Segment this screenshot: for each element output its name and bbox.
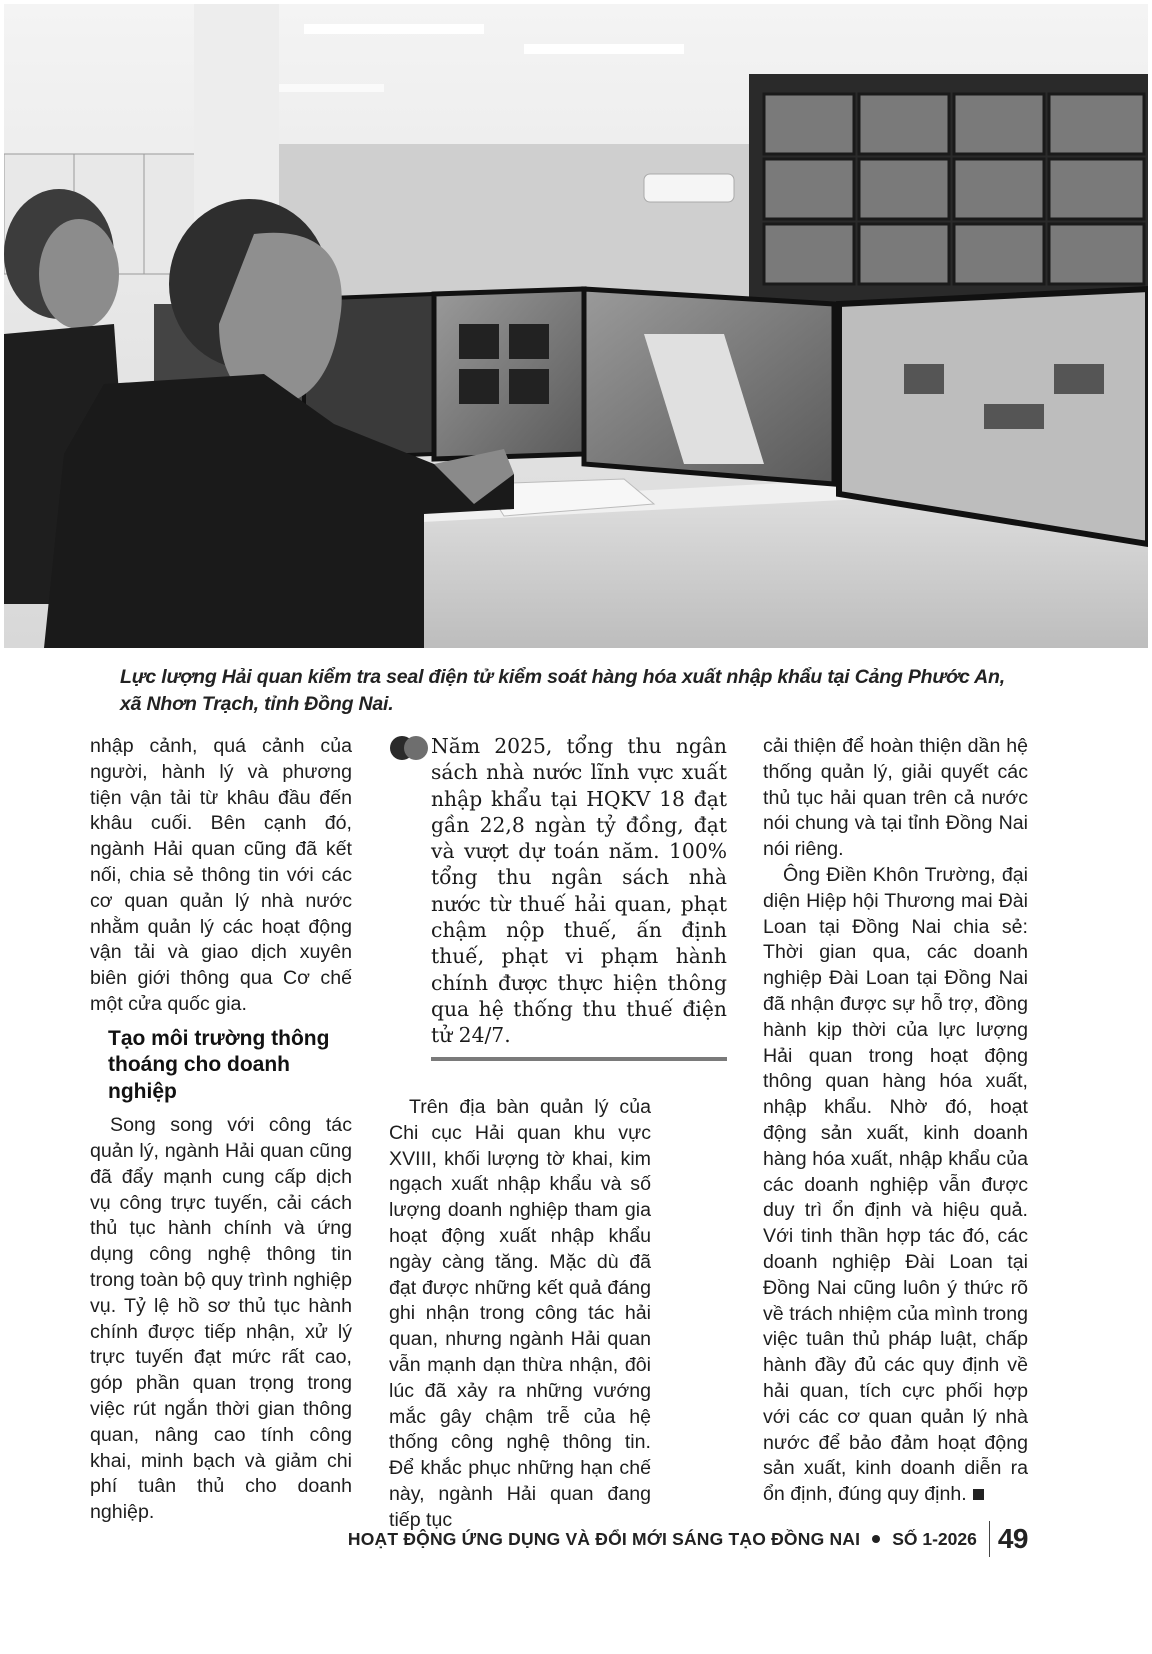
page-footer bbox=[348, 1521, 1028, 1557]
page-number: 49 bbox=[997, 1523, 1028, 1554]
issue-number: SỐ 1-2026 bbox=[892, 1528, 977, 1549]
column-2 bbox=[389, 1095, 651, 1534]
column-3 bbox=[763, 734, 1028, 1508]
end-of-article-mark bbox=[973, 1489, 984, 1500]
paragraph-text: Ông Điền Khôn Trường, đại diện Hiệp hội Thương mai Đài Loan tại Đồng Nai chia sẻ: Thời gian qua, các doanh nghiệp Đài Loan tại Đồng Nai đã nhận được sự hỗ trợ, đồng hành kịp thời của lực lượng Hải quan trong hoạt động thông quan hàng hóa xuất, nhập khẩu. Nhờ đó, hoạt động sản xuất, kinh doanh hàng hóa xuất, nhập khẩu của các doanh nghiệp vẫn được duy trì ổn định và hiệu quả. Với tinh thần hợp tác đó, các doanh nghiệp Đài Loan tại Đồng Nai cũng luôn ý thức rõ về trách nhiệm của mình trong việc tuân thủ pháp luật, chấp hành đầy đủ các quy định về hải quan, tích cực phối hợp với các cơ quan quản lý nhà nước để bảo đảm hoạt động sản xuất, kinh doanh diễn ra ổn định, đúng quy định. bbox=[763, 863, 1028, 1506]
footer-divider bbox=[989, 1521, 990, 1557]
photo-caption bbox=[120, 664, 1080, 718]
paragraph: cải thiện để hoàn thiện dần hệ thống quản lý, giải quyết các thủ tục hải quan trên cả nước nói chung và tại tỉnh Đồng Nai nói riêng. bbox=[763, 735, 1028, 861]
column-1 bbox=[90, 734, 352, 1526]
quote-circles-icon bbox=[388, 733, 432, 763]
subheading: Tạo môi trường thông thoáng cho doanh nghiệp bbox=[108, 1026, 330, 1103]
paragraph bbox=[763, 863, 1028, 1508]
article-photo bbox=[4, 4, 1148, 648]
pull-quote-rule bbox=[431, 1057, 727, 1061]
pull-quote: Năm 2025, tổng thu ngân sách nhà nước lĩnh vực xuất nhập khẩu tại HQKV 18 đạt gần 22,8 ngàn tỷ đồng, đạt và vượt dự toán năm. 100% tổng thu ngân sách nhà nước từ thuế hải quan, phạt chậm nộp thuế, ấn định thuế, phạt vi phạm hành chính được thực hiện thông qua hệ thống thu thuế điện tử 24/7. bbox=[431, 734, 727, 1048]
paragraph: Song song với công tác quản lý, ngành Hải quan cũng đã đẩy mạnh cung cấp dịch vụ công trực tuyến, cải cách thủ tục hành chính và ứng dụng công nghệ thông tin trong toàn bộ quy trình nghiệp vụ. Tỷ lệ hồ sơ thủ tục hành chính được tiếp nhận, xử lý trực tuyến đạt mức rất cao, góp phần quan trọng trong việc rút ngắn thời gian thông quan, nâng cao tính công khai, minh bạch và giảm chi phí tuân thủ cho doanh nghiệp. bbox=[90, 1114, 352, 1524]
paragraph: nhập cảnh, quá cảnh của người, hành lý và phương tiện vận tải từ khâu đầu đến khâu cuối. Bên cạnh đó, ngành Hải quan cũng đã kết nối, chia sẻ thông tin với các cơ quan quản lý nhà nước nhằm quản lý các hoạt động vận tải và giao dịch xuyên biên giới thông qua Cơ chế một cửa quốc gia. bbox=[90, 735, 352, 1015]
caption-line: Lực lượng Hải quan kiểm tra seal điện tử kiểm soát hàng hóa xuất nhập khẩu tại Cảng Phước An, bbox=[120, 666, 1005, 688]
publication-name: HOẠT ĐỘNG ỨNG DỤNG VÀ ĐỔI MỚI SÁNG TẠO ĐỒNG NAI bbox=[347, 1528, 861, 1549]
caption-line: xã Nhơn Trạch, tỉnh Đồng Nai. bbox=[120, 693, 394, 715]
paragraph: Trên địa bàn quản lý của Chi cục Hải quan khu vực XVIII, khối lượng tờ khai, kim ngạch xuất nhập khẩu và số lượng doanh nghiệp tham gia hoạt động xuất nhập khẩu ngày càng tăng. Mặc dù đã đạt được những kết quả đáng ghi nhận trong công tác hải quan, nhưng ngành Hải quan vẫn mạnh dạn thừa nhận, đôi lúc đã xảy ra những vướng mắc gây chậm trễ của hệ thống công nghệ thông tin. Để khắc phục những hạn chế này, ngành Hải quan đang tiếp tục bbox=[389, 1096, 651, 1531]
bullet-icon bbox=[872, 1535, 880, 1543]
